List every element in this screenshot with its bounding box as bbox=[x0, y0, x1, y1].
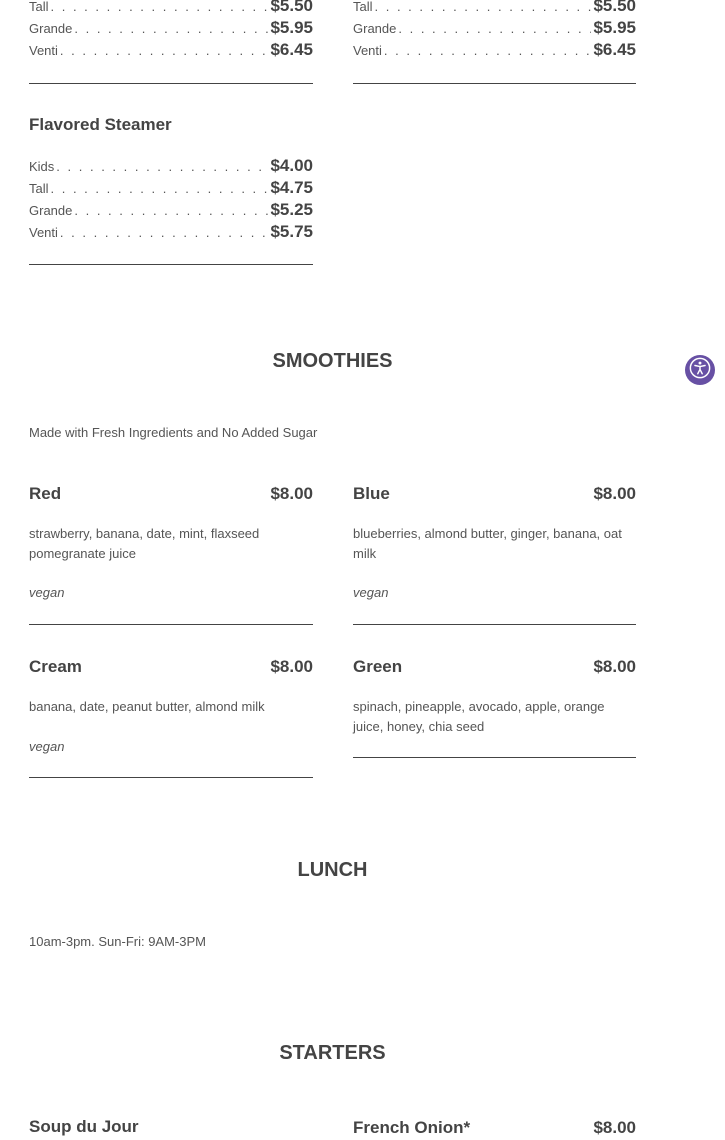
size-price: $5.50 bbox=[270, 0, 313, 15]
size-price: $5.50 bbox=[593, 0, 636, 15]
size-row: Venti . . . $6.45 bbox=[29, 40, 313, 62]
size-price: $4.00 bbox=[270, 156, 313, 175]
menu-item-soup-du-jour bbox=[29, 1117, 313, 1137]
starters-heading: STARTERS bbox=[279, 1042, 386, 1064]
menu-item-blue bbox=[353, 484, 636, 504]
item-name: Green bbox=[353, 657, 403, 676]
divider bbox=[29, 777, 313, 778]
top-right-size-list bbox=[353, 0, 636, 62]
item-price: $8.00 bbox=[593, 1118, 636, 1137]
size-row: Grande . . . $5.95 bbox=[29, 18, 313, 40]
item-name: Red bbox=[29, 484, 62, 503]
item-price: $8.00 bbox=[270, 657, 313, 676]
divider bbox=[29, 624, 313, 625]
accessibility-button[interactable] bbox=[685, 355, 715, 385]
top-left-size-list bbox=[29, 0, 313, 62]
size-row: Venti . . . $6.45 bbox=[353, 40, 636, 62]
divider bbox=[353, 757, 636, 758]
item-name: Cream bbox=[29, 657, 82, 676]
size-price: $5.25 bbox=[270, 200, 313, 219]
size-price: $4.75 bbox=[270, 178, 313, 197]
item-description: strawberry, banana, date, mint, flaxseed pomegranate juice bbox=[29, 526, 260, 561]
size-row: Venti . . . $5.75 bbox=[29, 222, 313, 244]
item-price: $8.00 bbox=[270, 484, 313, 503]
menu-item-green bbox=[353, 657, 636, 677]
menu-item-french-onion bbox=[353, 1118, 636, 1138]
lunch-hours: 10am-3pm. Sun-Fri: 9AM-3PM bbox=[29, 934, 206, 949]
smoothies-intro: Made with Fresh Ingredients and No Added Sugar bbox=[29, 425, 318, 440]
menu-item-cream bbox=[29, 657, 313, 677]
divider bbox=[353, 624, 636, 625]
flavored-steamer-size-list bbox=[29, 156, 313, 244]
size-row: Tall . . . $4.75 bbox=[29, 178, 313, 200]
size-price: $5.95 bbox=[593, 18, 636, 37]
size-row: Grande . . . $5.25 bbox=[29, 200, 313, 222]
item-description: spinach, pineapple, avocado, apple, orange juice, honey, chia seed bbox=[353, 699, 605, 734]
size-row: Kids . . . $4.00 bbox=[29, 156, 313, 178]
accessibility-icon bbox=[689, 357, 711, 384]
divider bbox=[353, 83, 636, 84]
menu-item-red bbox=[29, 484, 313, 504]
item-name: French Onion* bbox=[353, 1118, 471, 1137]
size-price: $6.45 bbox=[593, 40, 636, 59]
divider bbox=[29, 83, 313, 84]
item-price: $8.00 bbox=[593, 657, 636, 676]
smoothies-heading: SMOOTHIES bbox=[272, 350, 393, 372]
item-tag: vegan bbox=[29, 585, 65, 600]
item-tag: vegan bbox=[29, 739, 65, 754]
flavored-steamer-title: Flavored Steamer bbox=[29, 115, 172, 134]
size-price: $6.45 bbox=[270, 40, 313, 59]
divider bbox=[29, 264, 313, 265]
size-row: Tall . . . $5.50 bbox=[353, 0, 636, 18]
item-name: Soup du Jour bbox=[29, 1117, 139, 1136]
item-name: Blue bbox=[353, 484, 390, 503]
item-price: $8.00 bbox=[593, 484, 636, 503]
size-price: $5.95 bbox=[270, 18, 313, 37]
item-description: blueberries, almond butter, ginger, banana, oat milk bbox=[353, 526, 622, 561]
size-row: Tall . . . $5.50 bbox=[29, 0, 313, 18]
lunch-heading: LUNCH bbox=[297, 859, 368, 881]
item-description: banana, date, peanut butter, almond milk bbox=[29, 699, 265, 714]
item-tag: vegan bbox=[353, 585, 389, 600]
size-price: $5.75 bbox=[270, 222, 313, 241]
size-row: Grande . . . $5.95 bbox=[353, 18, 636, 40]
